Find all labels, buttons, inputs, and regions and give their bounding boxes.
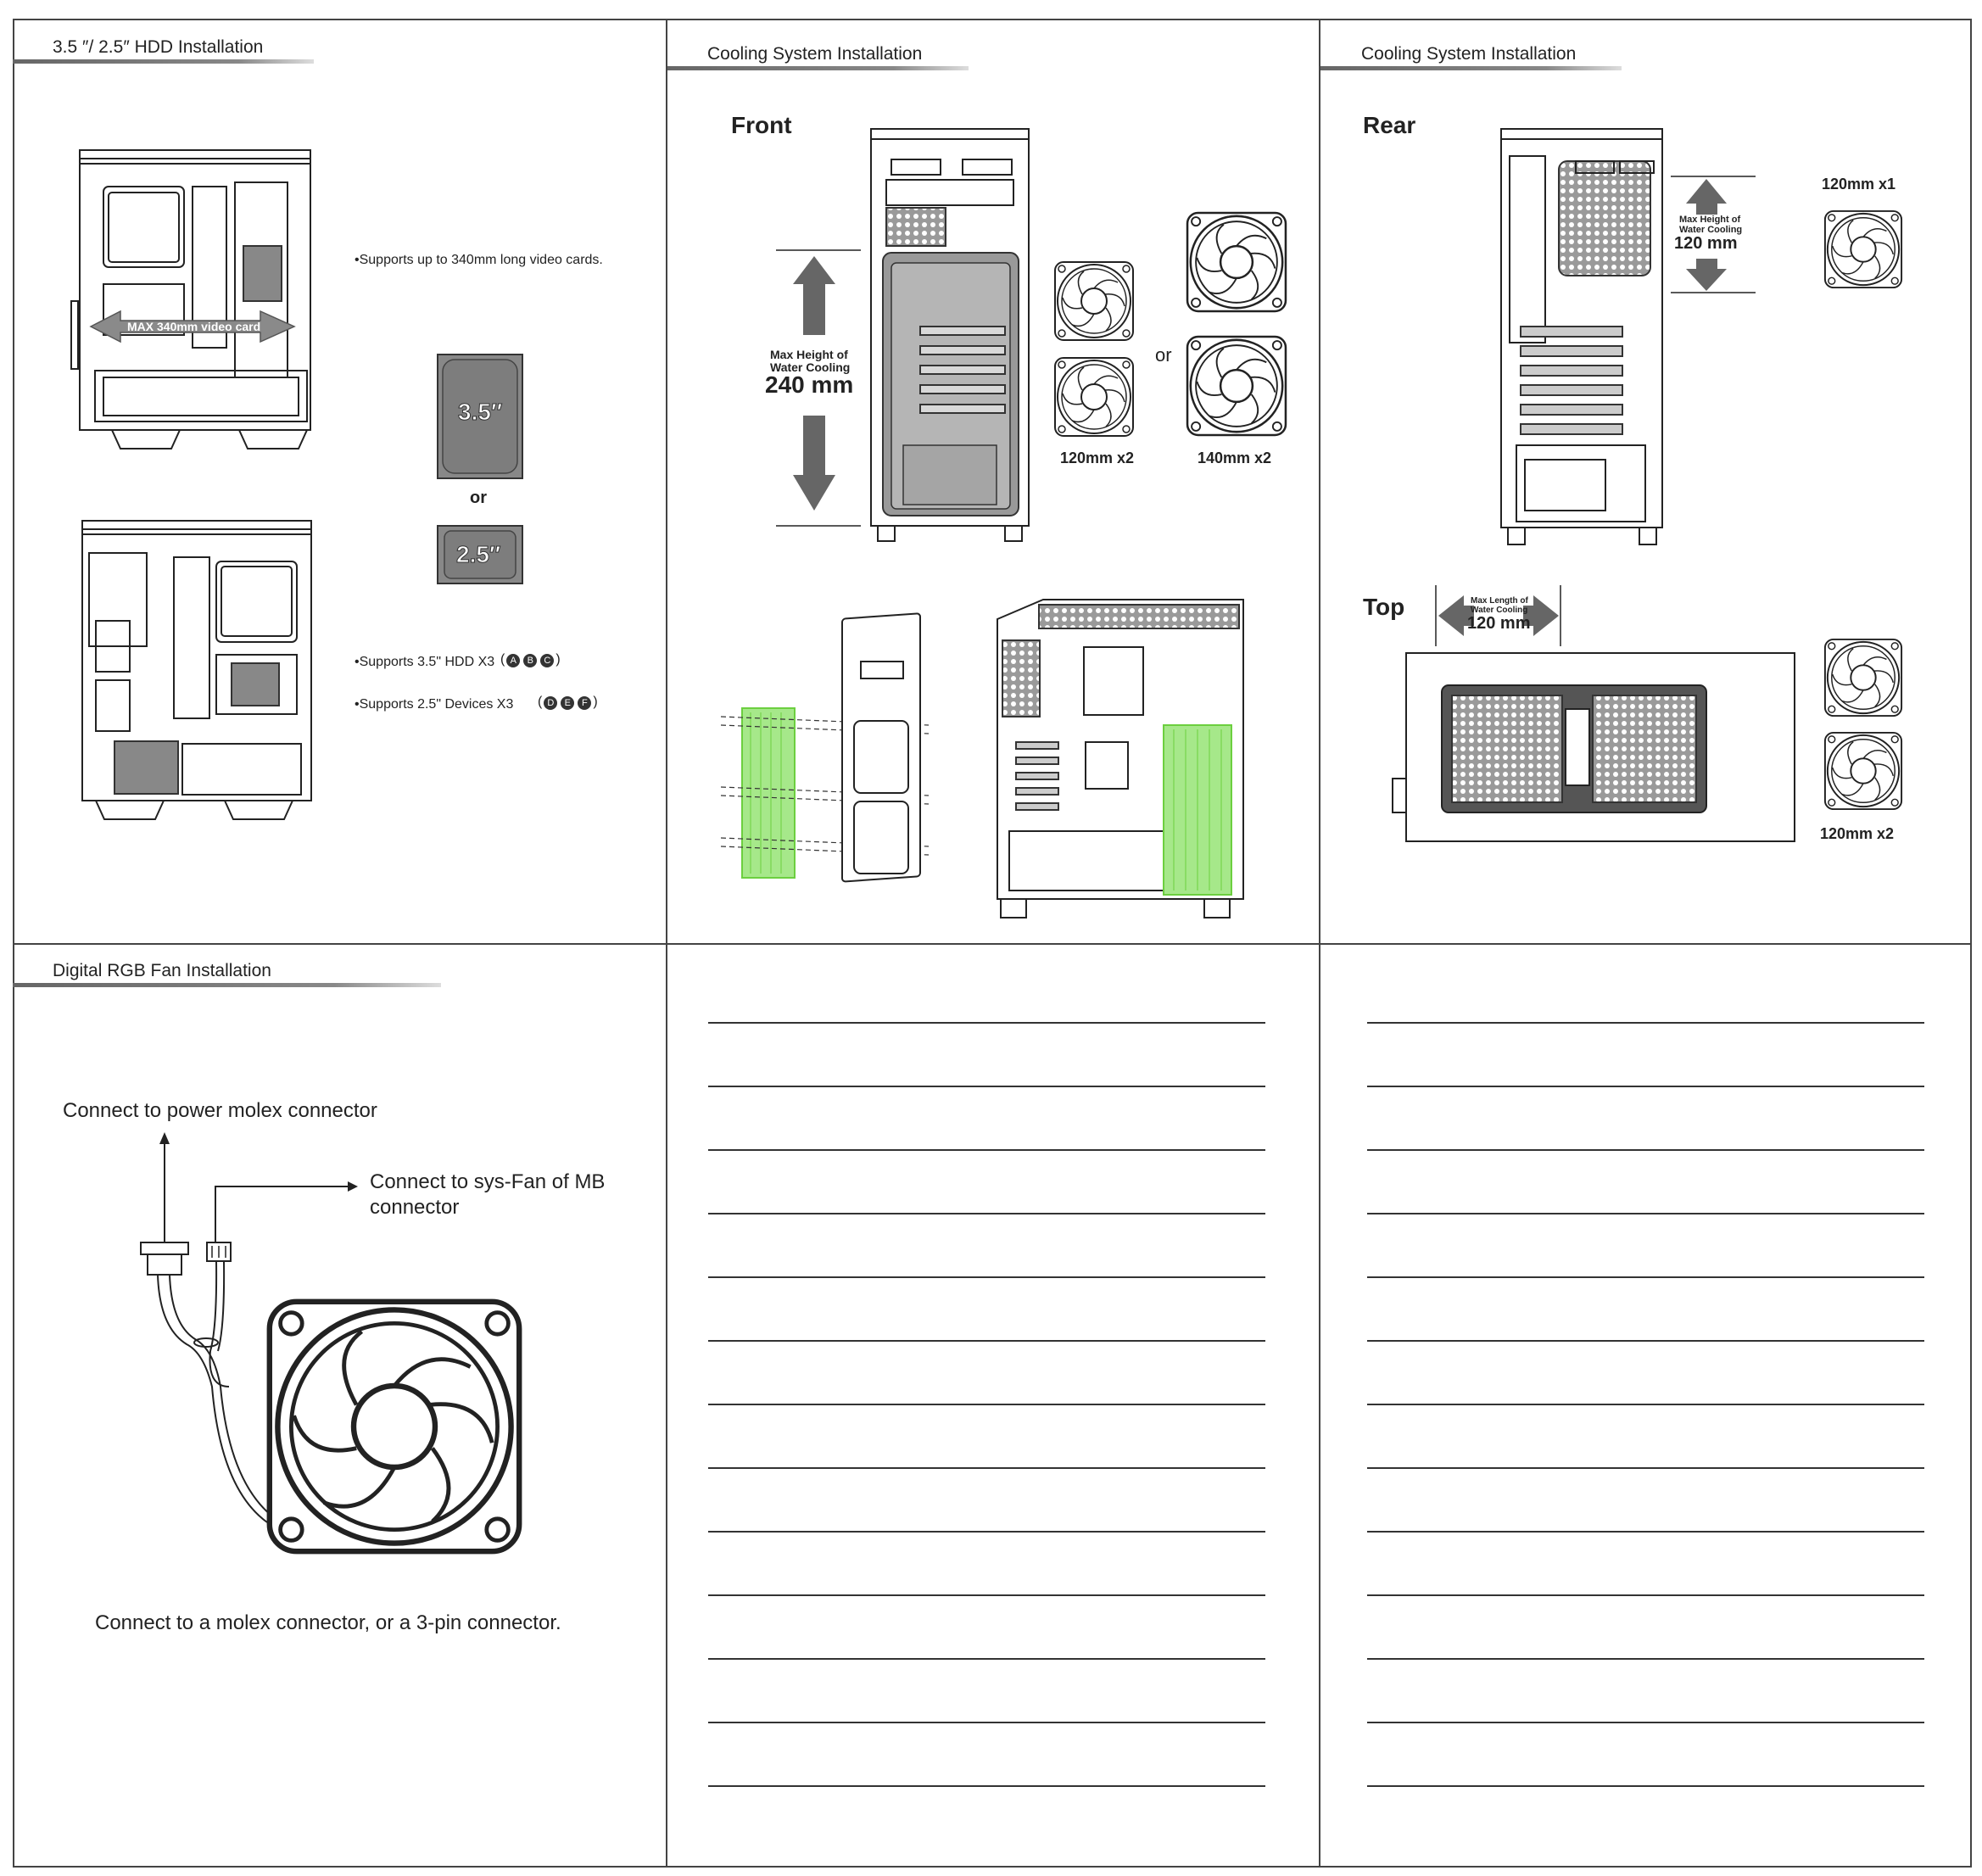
case-side-icon (70, 148, 315, 445)
note-line (708, 1658, 1265, 1660)
rear-max-height-caption-2: Water Cooling (1679, 225, 1743, 235)
note-line (1367, 1276, 1924, 1278)
top-heading: Top (1363, 594, 1405, 620)
cooling-front-title-rule (667, 66, 969, 70)
rear-max-height-caption-1: Max Height of (1679, 215, 1741, 225)
note-line (708, 1594, 1265, 1596)
bay-e-badge: E (561, 696, 574, 710)
note-line (1367, 1086, 1924, 1087)
case-rear-icon (1499, 127, 1665, 551)
note-line (1367, 1531, 1924, 1533)
bay-a-badge: A (506, 654, 520, 667)
hdd-or-label: or (470, 489, 487, 507)
hdd-3-5-label: 3.5″ (458, 399, 503, 425)
rgb-fan-section-title: Digital RGB Fan Installation (53, 961, 271, 980)
top-max-length-caption-1: Max Length of (1471, 596, 1528, 606)
note-line (708, 1022, 1265, 1024)
note-line (1367, 1149, 1924, 1151)
front-or-label: or (1155, 344, 1172, 366)
rear-heading: Rear (1363, 112, 1416, 138)
front-max-height-value: 240 mm (765, 371, 854, 398)
note-line (708, 1340, 1265, 1342)
note-line (708, 1404, 1265, 1405)
front-max-height-caption-2: Water Cooling (770, 360, 851, 374)
cooling-rear-section-title: Cooling System Installation (1361, 44, 1577, 64)
case-top-icon (1391, 651, 1798, 848)
note-line (1367, 1785, 1924, 1787)
video-card-note: •Supports up to 340mm long video cards. (355, 253, 603, 267)
bay-d-badge: D (544, 696, 557, 710)
bay-f-badge: F (578, 696, 591, 710)
case-iso-radiator-icon (992, 598, 1247, 924)
rear-max-height-value: 120 mm (1674, 234, 1738, 253)
note-line (708, 1276, 1265, 1278)
cooling-rear-title-rule (1320, 66, 1622, 70)
case-side-hdd-icon (81, 519, 327, 816)
radiator-exploded-icon (717, 619, 929, 895)
video-card-label: MAX 340mm video card (127, 320, 261, 333)
top-max-length-value: 120 mm (1467, 614, 1531, 633)
note-line (708, 1467, 1265, 1469)
note-line (708, 1213, 1265, 1214)
fan-140-x2-label: 140mm x2 (1198, 449, 1272, 466)
note-line (708, 1149, 1265, 1151)
rear-fan-icon (1822, 208, 1905, 291)
bay-c-badge: C (540, 654, 554, 667)
note-line (1367, 1722, 1924, 1723)
rear-fan-label: 120mm x1 (1822, 176, 1896, 193)
note-line (1367, 1658, 1924, 1660)
note-line (1367, 1340, 1924, 1342)
hdd-3-5-bays: ( A B C ) (500, 652, 561, 667)
fan-140-top-icon (1183, 209, 1290, 315)
hdd-3-5-note: •Supports 3.5" HDD X3 (355, 655, 495, 669)
case-front-icon (869, 127, 1030, 544)
hdd-2-5-bays: ( D E F ) (538, 695, 598, 709)
note-line (708, 1531, 1265, 1533)
top-max-length-caption-2: Water Cooling (1471, 606, 1528, 615)
note-line (708, 1785, 1265, 1787)
sysfan-label-1: Connect to sys-Fan of MB (370, 1170, 606, 1193)
rgb-fan-title-rule (13, 983, 441, 987)
front-heading: Front (731, 112, 792, 138)
fan-140-bottom-icon (1183, 332, 1290, 439)
molex-label: Connect to power molex connector (63, 1099, 377, 1122)
top-fan-2-icon (1822, 729, 1905, 812)
bay-b-badge: B (523, 654, 537, 667)
rgb-fan-icon (259, 1291, 530, 1562)
fan-120-bottom-icon (1052, 355, 1136, 439)
note-line (1367, 1594, 1924, 1596)
fan-120-top-icon (1052, 259, 1136, 343)
note-line (708, 1722, 1265, 1723)
note-line (1367, 1467, 1924, 1469)
hdd-title-rule (13, 59, 314, 64)
note-line (1367, 1404, 1924, 1405)
front-max-height-caption-1: Max Height of (770, 348, 848, 361)
cooling-front-section-title: Cooling System Installation (707, 44, 923, 64)
hdd-section-title: 3.5 ″/ 2.5″ HDD Installation (53, 37, 264, 57)
sysfan-label-2: connector (370, 1196, 460, 1219)
note-line (1367, 1022, 1924, 1024)
row-divider (13, 943, 1972, 945)
hdd-2-5-label: 2.5″ (456, 541, 501, 567)
note-line (708, 1086, 1265, 1087)
fan-120-x2-label: 120mm x2 (1060, 449, 1135, 466)
note-line (1367, 1213, 1924, 1214)
top-fan-label: 120mm x2 (1820, 825, 1895, 842)
rgb-fan-footer: Connect to a molex connector, or a 3-pin connector. (95, 1611, 561, 1634)
top-fan-1-icon (1822, 636, 1905, 719)
hdd-2-5-note: •Supports 2.5" Devices X3 (355, 697, 514, 712)
